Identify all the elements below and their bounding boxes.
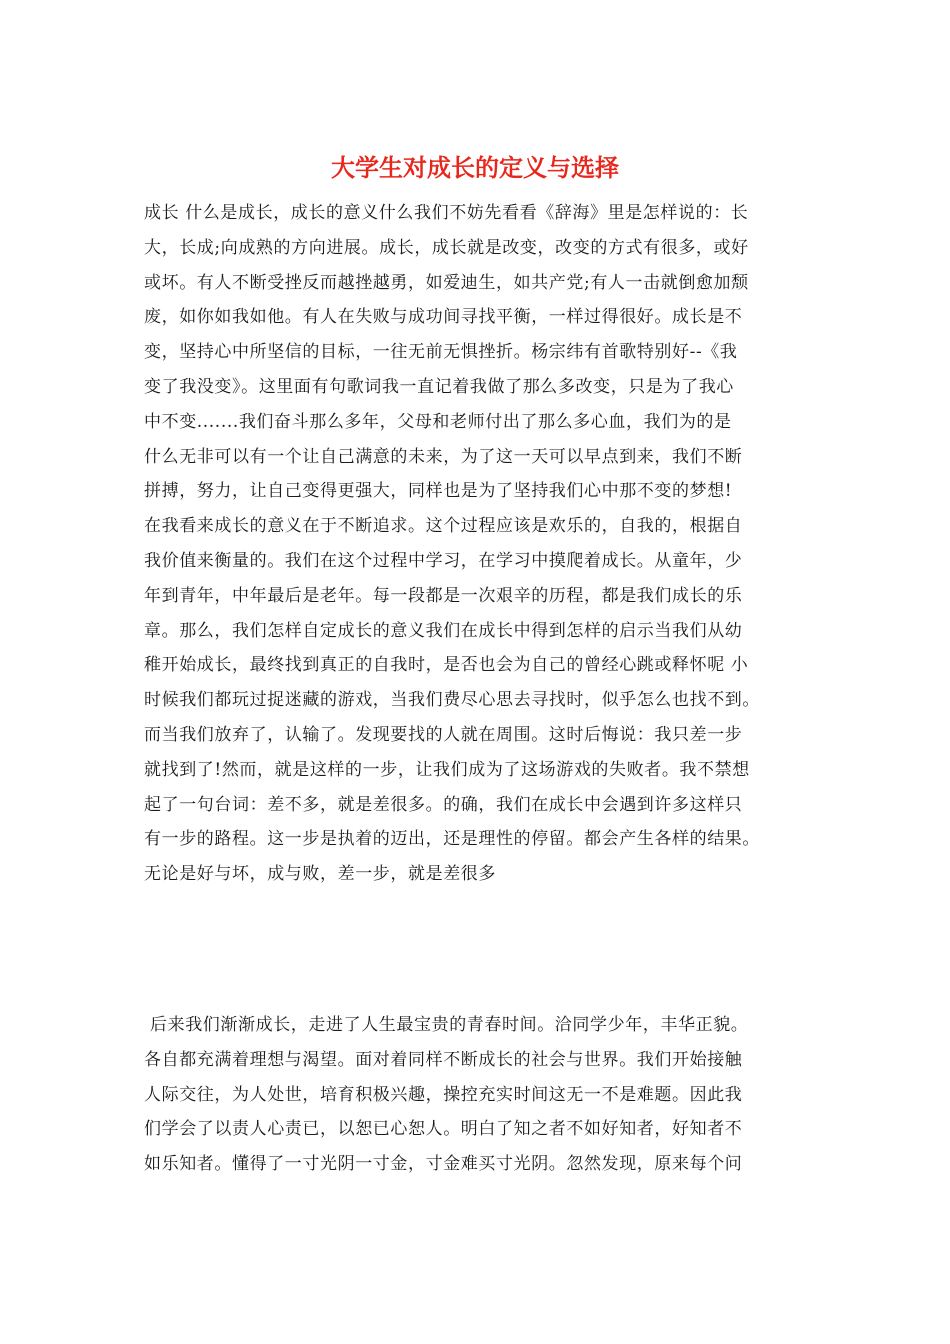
paragraph-line: 就找到了!然而，就是这样的一步，让我们成为了这场游戏的失败者。我不禁想 <box>144 759 750 780</box>
paragraph-line: 废，如你如我如他。有人在失败与成功间寻找平衡，一样过得很好。成长是不 <box>144 307 743 328</box>
paragraph-line: 起了一句台词：差不多，就是差很多。的确，我们在成长中会遇到许多这样只 <box>144 794 743 815</box>
paragraph-line: 年到青年，中年最后是老年。每一段都是一次艰辛的历程，都是我们成长的乐 <box>144 585 743 606</box>
paragraph-line: 什么无非可以有一个让自己满意的未来，为了这一天可以早点到来，我们不断 <box>144 446 743 467</box>
paragraph-line: 我价值来衡量的。我们在这个过程中学习，在学习中摸爬着成长。从童年，少 <box>144 550 743 571</box>
paragraph-line: 大，长成;向成熟的方向进展。成长，成长就是改变，改变的方式有很多，或好 <box>144 237 749 258</box>
paragraph-line: 时候我们都玩过捉迷藏的游戏，当我们费尽心思去寻找时，似乎怎么也找不到。 <box>144 690 760 711</box>
paragraph-line: 有一步的路程。这一步是执着的迈出，还是理性的停留。都会产生各样的结果。 <box>144 829 760 850</box>
paragraph-line: 或坏。有人不断受挫反而越挫越勇，如爱迪生，如共产党;有人一击就倒愈加颓 <box>144 272 749 293</box>
paragraph-line: 无论是好与坏，成与败，差一步，就是差很多 <box>144 864 496 885</box>
paragraph-line: 章。那么，我们怎样自定成长的意义我们在成长中得到怎样的启示当我们从幼 <box>144 620 743 641</box>
paragraph-line: 在我看来成长的意义在于不断追求。这个过程应该是欢乐的，自我的，根据自 <box>144 516 743 537</box>
paragraph-line: 后来我们渐渐成长，走进了人生最宝贵的青春时间。洽同学少年，丰华正貌。 <box>144 1015 749 1035</box>
paragraph-line: 而当我们放弃了，认输了。发现要找的人就在周围。这时后悔说：我只差一步 <box>144 724 743 745</box>
paragraph-line: 稚开始成长，最终找到真正的自我时，是否也会为自己的曾经心跳或释怀呢 小 <box>144 655 749 676</box>
paragraph-line: 各自都充满着理想与渴望。面对着同样不断成长的社会与世界。我们开始接触 <box>144 1049 743 1070</box>
paragraph-line: 们学会了以责人心责已，以恕已心恕人。明白了知之者不如好知者，好知者不 <box>144 1119 743 1140</box>
body-paragraph-1 <box>144 196 810 892</box>
paragraph-line: 如乐知者。懂得了一寸光阴一寸金，寸金难买寸光阴。忽然发现，原来每个问 <box>144 1154 743 1175</box>
document-title: 大学生对成长的定义与选择 <box>331 154 619 182</box>
paragraph-line: 拼搏，努力，让自己变得更强大，同样也是为了坚持我们心中那不变的梦想! <box>144 481 733 502</box>
body-paragraph-2 <box>144 1008 810 1182</box>
paragraph-line: 变了我没变》。这里面有句歌词我一直记着我做了那么多改变，只是为了我心 <box>144 376 734 397</box>
paragraph-line: 成长 什么是成长，成长的意义什么我们不妨先看看《辞海》里是怎样说的：长 <box>144 203 749 223</box>
paragraph-line: 变，坚持心中所坚信的目标，一往无前无惧挫折。杨宗纬有首歌特别好--《我 <box>144 342 738 363</box>
paragraph-line: 中不变.......我们奋斗那么多年，父母和老师付出了那么多心血，我们为的是 <box>144 411 732 432</box>
paragraph-line: 人际交往，为人处世，培育积极兴趣，操控充实时间这无一不是难题。因此我 <box>144 1084 743 1105</box>
